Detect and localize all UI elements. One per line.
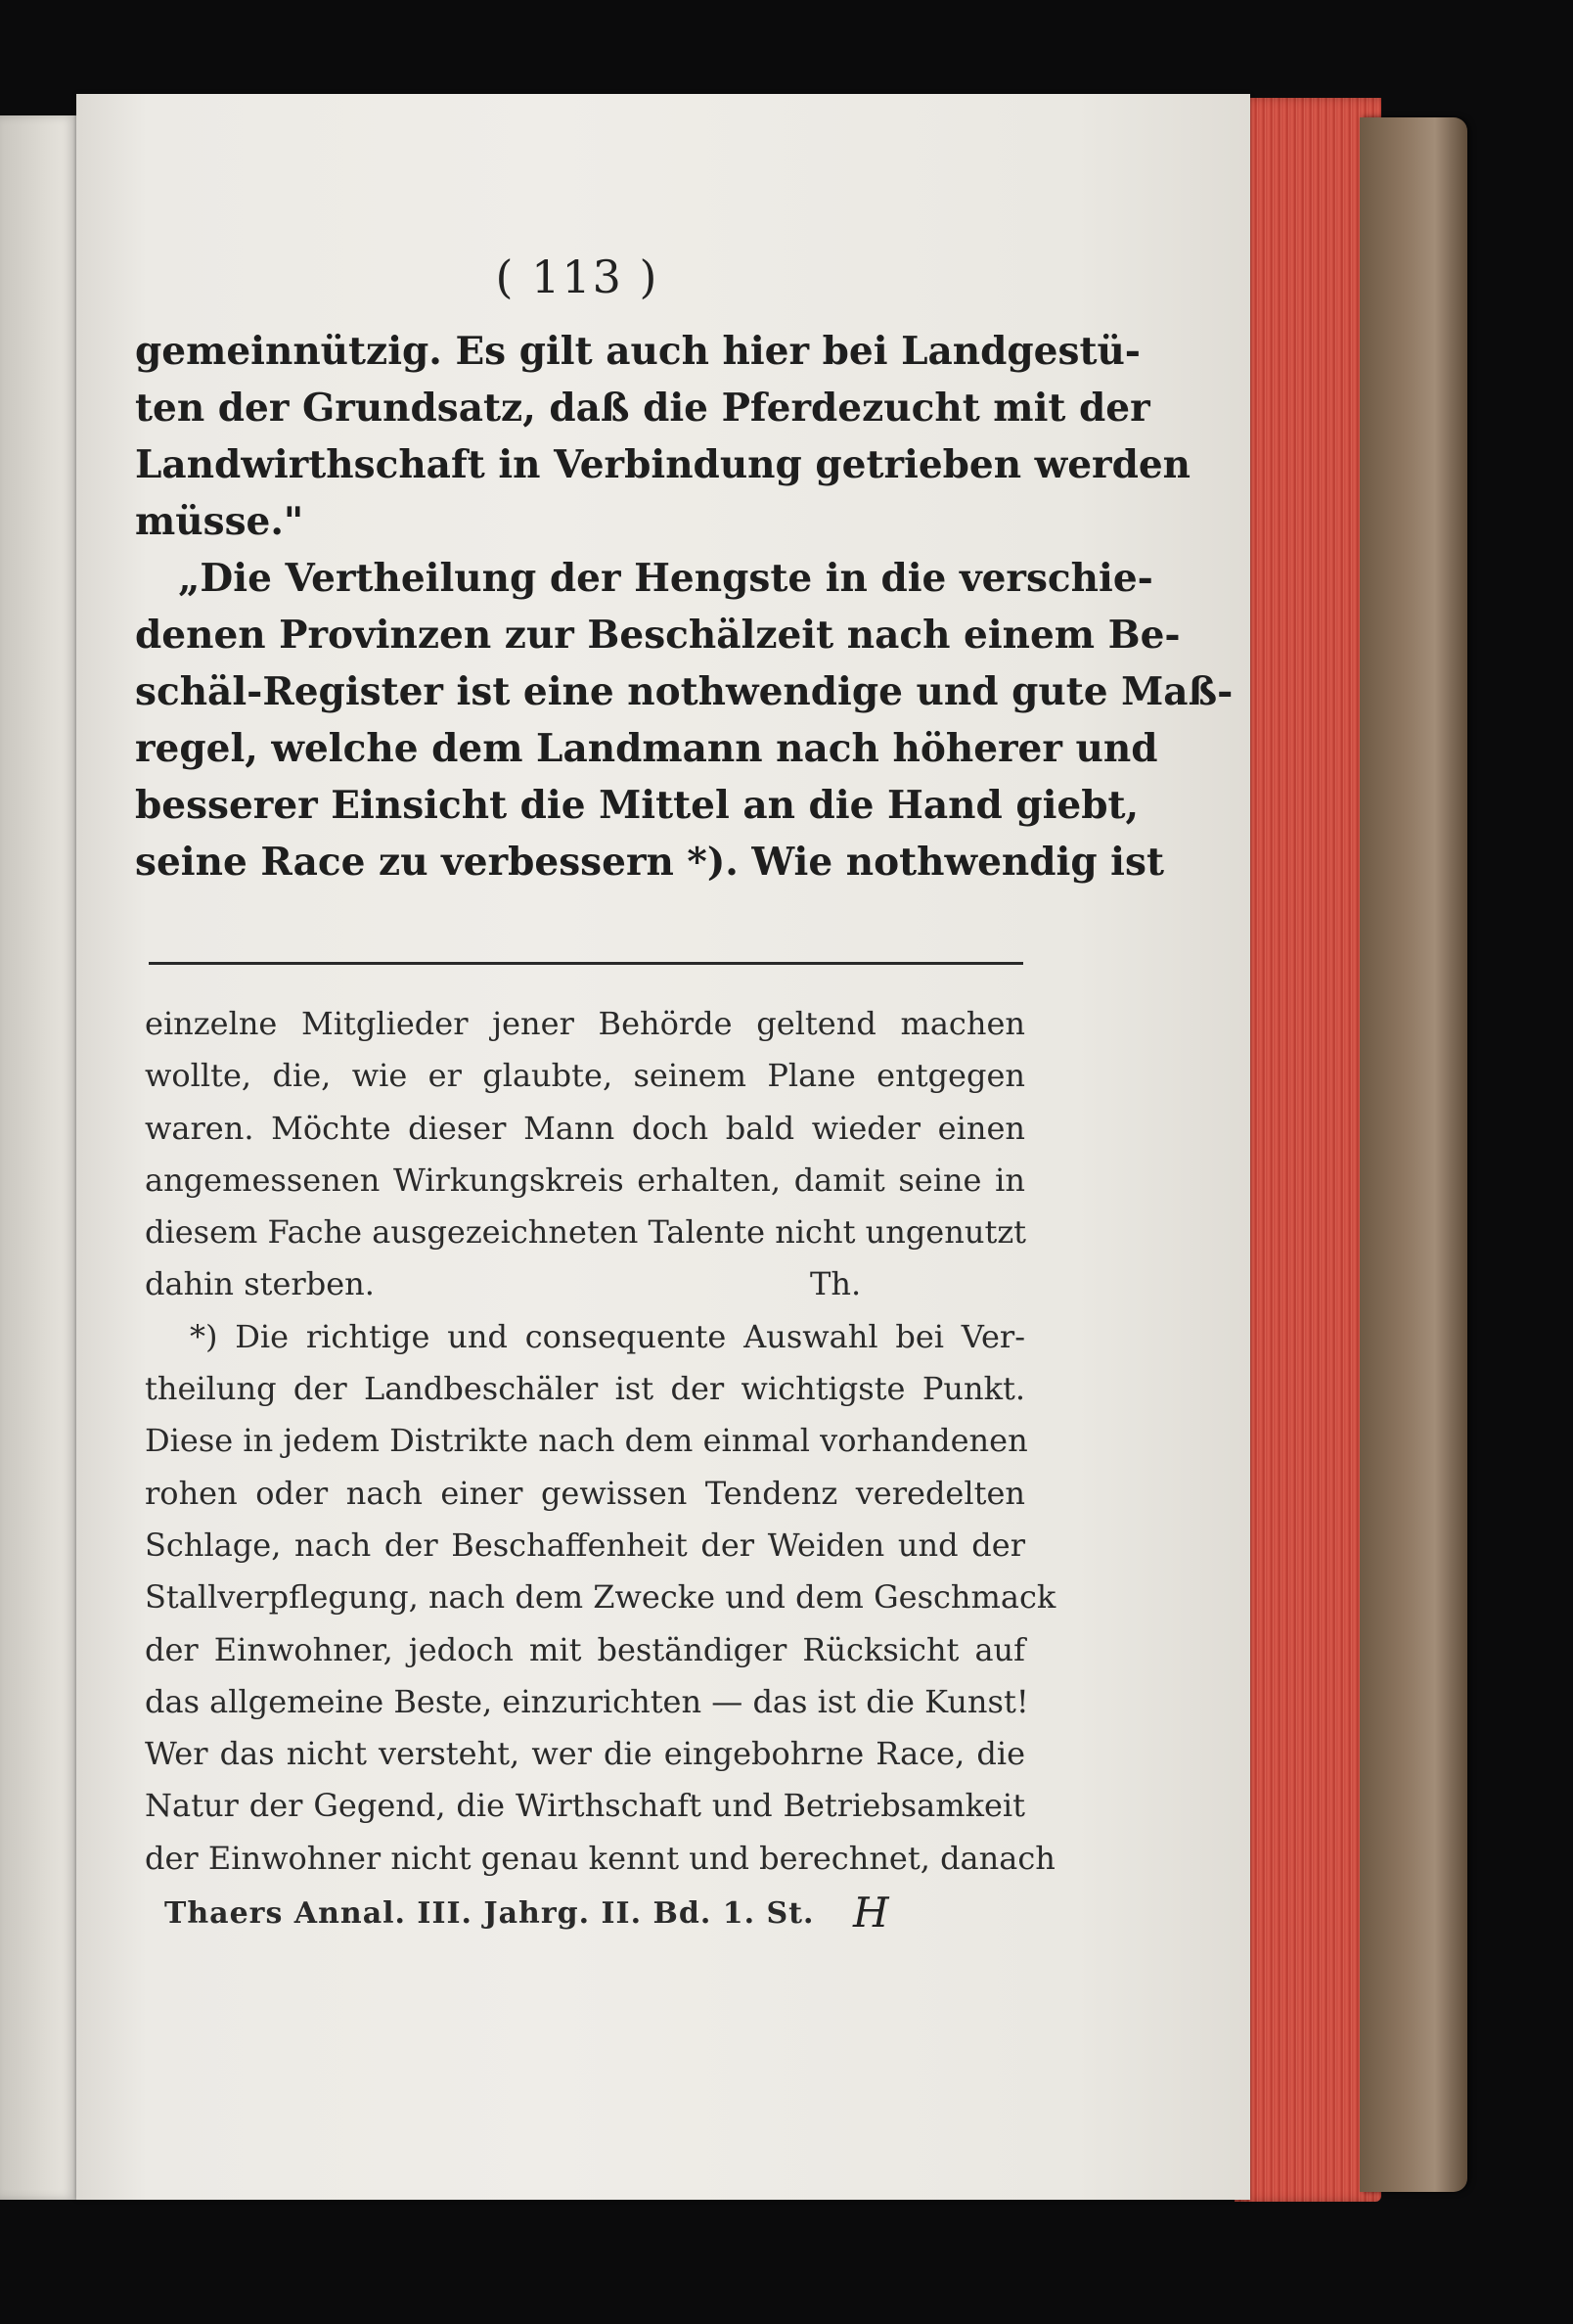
note-line: Schlage, nach der Beschaffenheit der Weiden und der [145, 1526, 1025, 1564]
note-line: dahin sterben. [145, 1265, 375, 1303]
note-line: Natur der Gegend, die Wirthschaft und Betriebsamkeit [145, 1787, 1025, 1825]
sheet-mark: H [853, 1889, 889, 1937]
note-line: der Einwohner, jedoch mit beständiger Rücksicht auf [145, 1630, 1025, 1668]
text-line: regel, welche dem Landmann nach höherer und [135, 726, 1158, 771]
note-line: wollte, die, wie er glaubte, seinem Plane entgegen [145, 1057, 1025, 1095]
note-line: der Einwohner nicht genau kennt und berechnet, danach [145, 1839, 1056, 1877]
note-line: diesem Fache ausgezeichneten Talente nicht ungenutzt [145, 1213, 1027, 1252]
text-line: besserer Einsicht die Mittel an die Hand giebt, [135, 783, 1140, 828]
text-line: Landwirthschaft in Verbindung getrieben werden [135, 442, 1191, 487]
note-line: das allgemeine Beste, einzurichten — das ist die Kunst! [145, 1682, 1029, 1720]
note-line: einzelne Mitglieder jener Behörde geltend machen [145, 1005, 1025, 1042]
footnotes [145, 998, 1056, 1885]
note-line: Diese in jedem Distrikte nach dem einmal vorhandenen [145, 1422, 1028, 1460]
note-line: rohen oder nach einer gewissen Tendenz veredelten [145, 1474, 1025, 1512]
note-line-with-signature [145, 1258, 1025, 1310]
text-line: „Die Vertheilung der Hengste in die verschie- [178, 556, 1153, 601]
footnote-divider [149, 962, 1023, 965]
text-line: ten der Grundsatz, daß die Pferdezucht mit der [135, 386, 1150, 431]
note-line: *) Die richtige und consequente Auswahl bei Ver- [190, 1317, 1025, 1355]
note-line: Wer das nicht versteht, wer die eingebohrne Race, die [145, 1735, 1025, 1773]
page-number: ( 113 ) [495, 251, 659, 303]
note-line: theilung der Landbeschäler ist der wichtigste Punkt. [145, 1370, 1025, 1408]
text-line: müsse." [135, 499, 304, 544]
note-line: angemessenen Wirkungskreis erhalten, damit seine in [145, 1161, 1025, 1199]
note-line: waren. Möchte dieser Mann doch bald wieder einen [145, 1109, 1025, 1147]
text-line: gemeinnützig. Es gilt auch hier bei Landgestü- [135, 329, 1141, 374]
leather-cover [1360, 117, 1467, 2192]
signature-line: Thaers Annal. III. Jahrg. II. Bd. 1. St. [164, 1896, 815, 1931]
text-line: seine Race zu verbessern *). Wie nothwendig ist [135, 840, 1164, 885]
main-text [135, 323, 1234, 890]
previous-page-edge [0, 115, 76, 2200]
text-line: schäl-Register ist eine nothwendige und gute Maß- [135, 669, 1234, 714]
text-line: denen Provinzen zur Beschälzeit nach einem Be- [135, 613, 1181, 658]
note-line: Stallverpflegung, nach dem Zwecke und dem Geschmack [145, 1578, 1056, 1617]
note-signature: Th. [810, 1265, 862, 1303]
